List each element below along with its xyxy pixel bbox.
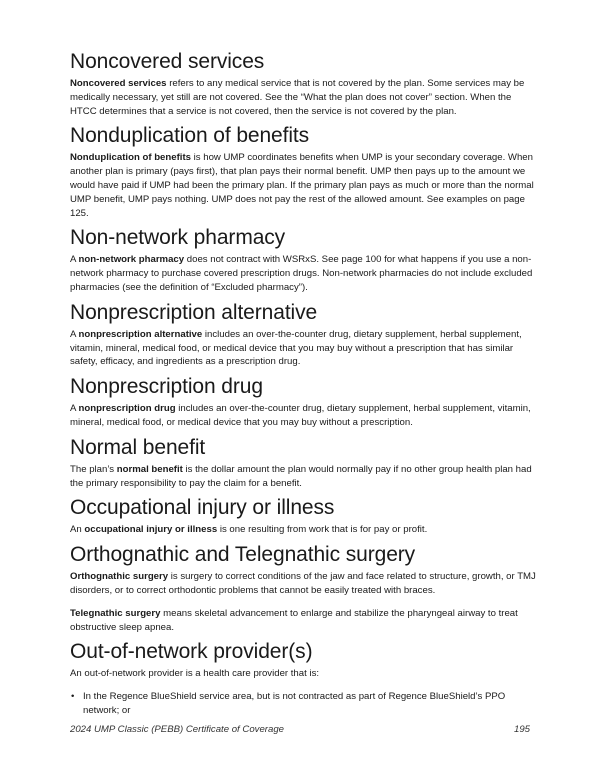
page-footer: [70, 724, 530, 735]
definition-text: is surgery to correct conditions of the jaw and face related to structure, growth, or TMJ disorders, or to correct orthodontic problems that cannot be easily treated with braces.: [70, 571, 536, 596]
section-heading: Non-network pharmacy: [70, 226, 286, 250]
definition-text: is one resulting from work that is for pay or profit.: [217, 524, 428, 536]
section-nonduplication-of-benefits: [70, 124, 538, 220]
defined-term: non-network pharmacy: [78, 254, 185, 266]
defined-term: occupational injury or illness: [84, 524, 218, 536]
bullet-item: • In the Regence BlueShield service area, but is not contracted as part of Regence BlueShield’s PPO network; or: [70, 690, 538, 718]
definition-text: refers to any medical service that is not covered by the plan. Some services may be medically necessary, yet still are not covered. See the “What the plan does not cover” section. When the HTCC determines that a service is not covered, then the service is not covered by the plan.: [70, 78, 525, 117]
definition-prefix: An: [70, 524, 85, 536]
defined-term: Orthognathic surgery: [70, 571, 169, 583]
definition-paragraph: [70, 402, 538, 430]
defined-term: nonprescription alternative: [78, 328, 203, 340]
definition-text: is how UMP coordinates benefits when UMP is your secondary coverage. When another plan is primary (pays first), that plan pays their normal benefit. UMP then pays up to the amount we would have paid if UMP had been the primary plan. If the primary plan pays as much or more than the normal UMP benefit, UMP pays nothing. UMP does not pay the rest of the allowed amount. See examples on page 125.: [70, 152, 534, 219]
definition-text: is the dollar amount the plan would normally pay if no other group health plan had the primary responsibility to pay the claim for a benefit.: [70, 463, 532, 489]
defined-term: Noncovered services: [70, 78, 167, 89]
definition-paragraph: [70, 523, 538, 537]
definition-prefix: The plan’s: [70, 463, 117, 475]
definition-prefix: A: [70, 328, 79, 340]
defined-term: Telegnathic surgery: [70, 607, 161, 619]
section-heading: Orthognathic and Telegnathic surgery: [70, 543, 416, 567]
definition-paragraph: [70, 77, 538, 118]
definition-paragraph: [70, 570, 538, 598]
section-heading: Nonprescription drug: [70, 375, 263, 399]
section-heading: Out-of-network provider(s): [70, 640, 313, 664]
definition-text: includes an over-the-counter drug, dietary supplement, herbal supplement, vitamin, mineral, medical food, or medical device that you may buy without a prescription that has similar safety, efficacy, and ingredients as a prescription drug.: [70, 328, 522, 368]
definition-text: means skeletal advancement to enlarge and stabilize the pharyngeal airway to treat obstructive sleep apnea.: [70, 607, 518, 633]
section-orthognathic-telegnathic: [70, 543, 538, 634]
section-noncovered-services: [70, 50, 538, 118]
section-nonprescription-alternative: [70, 301, 538, 369]
defined-term: normal benefit: [116, 463, 183, 475]
definition-text: does not contract with WSRxS. See page 100 for what happens if you use a non-network pharmacy to purchase covered prescription drugs. Non-network pharmacies do not include excluded pharmacies (see the definition of “Excluded pharmacy”).: [70, 254, 533, 293]
page-number: 195: [513, 724, 530, 735]
document-page: [70, 50, 538, 724]
definition-paragraph: [70, 328, 538, 369]
definition-paragraph: [70, 607, 538, 635]
section-out-of-network-provider: [70, 640, 538, 717]
definition-paragraph: An out-of-network provider is a health care provider that is:: [70, 668, 320, 680]
section-heading: Occupational injury or illness: [70, 496, 335, 520]
definition-prefix: A: [70, 254, 79, 266]
definition-paragraph: [70, 463, 538, 491]
section-heading: Normal benefit: [70, 435, 206, 459]
section-nonprescription-drug: [70, 375, 538, 430]
footer-title: 2024 UMP Classic (PEBB) Certificate of Coverage: [70, 724, 284, 735]
defined-term: nonprescription drug: [78, 403, 176, 415]
section-heading: Noncovered services: [70, 50, 265, 73]
section-heading: Nonduplication of benefits: [70, 124, 310, 148]
section-heading: Nonprescription alternative: [70, 300, 318, 324]
defined-term: Nonduplication of benefits: [70, 152, 191, 164]
section-non-network-pharmacy: [70, 226, 538, 294]
definition-paragraph: [70, 151, 538, 220]
definition-prefix: A: [70, 403, 79, 415]
section-normal-benefit: [70, 436, 538, 491]
bullet-list: [70, 690, 538, 718]
definition-text: includes an over-the-counter drug, dietary supplement, herbal supplement, vitamin, mineral, medical food, or medical device that you may buy without a prescription.: [70, 403, 531, 428]
definition-paragraph: [70, 253, 538, 294]
section-occupational-injury: [70, 496, 538, 537]
